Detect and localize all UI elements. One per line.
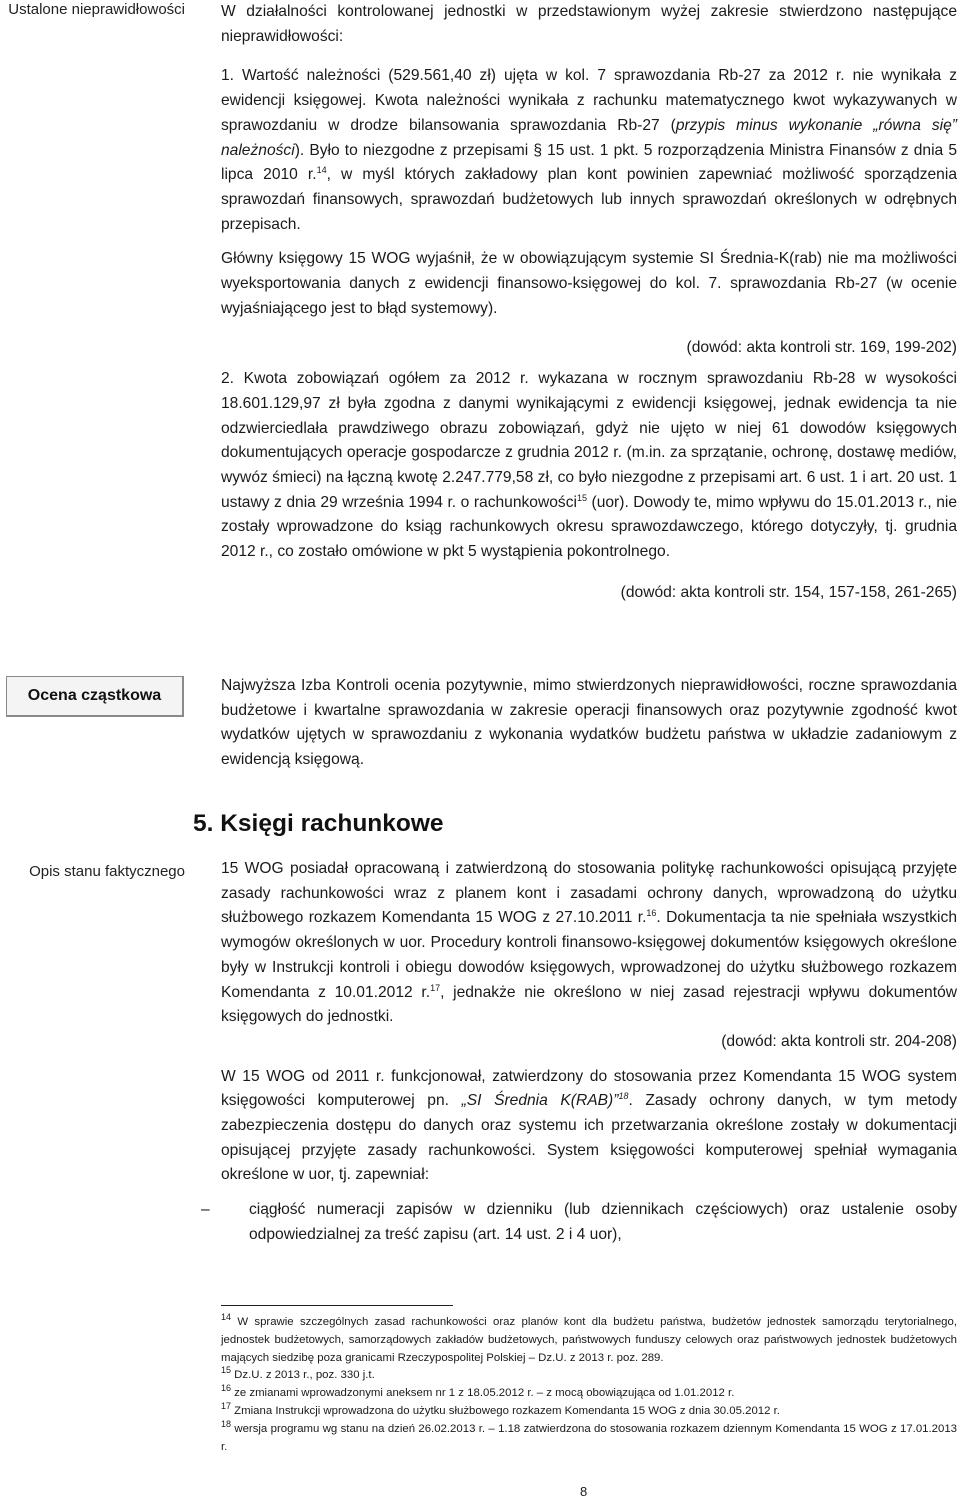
facts-paragraph-1: 15 WOG posiadał opracowaną i zatwierdzoną do stosowania politykę rachunkowości opisującą przyjęte zasady rachunkowości wraz z planem kont i zasadami ochrony danych, wprowadzoną do użytku służbowego rozkazem Komendanta 15 WOG z 27.10.2011 r.$^{16}$. Dokumentacja ta nie spełniała wszystkich wymogów określonych w uor. Procedury kontroli finansowo-księgowej dokumentów księgowych określone były w Instrukcji kontroli i obiegu dowodów księgowych, wprowadzonej do użytku służbowego rozkazem Komendanta z 10.01.2012 r.$^{17}$, jednakże nie określono w niej zasad rejestracji wpływu dokumentów księgowych do jednostki. <box>221 860 957 1026</box>
footnote-ref-18: 18 <box>618 1091 629 1102</box>
footnote-16: $^{16}$ ze zmianami wprowadzonymi aneksem nr 1 z 18.05.2012 r. – z mocą obowiązująca od 1.01.2012 r. <box>221 1383 735 1400</box>
evidence-reference-2: (dowód: akta kontroli str. 154, 157-158, 261-265) <box>620 583 957 601</box>
assessment-paragraph: Najwyższa Izba Kontroli ocenia pozytywnie, mimo stwierdzonych nieprawidłowości, roczne sprawozdania budżetowe i kwartalne sprawozdania w zakresie operacji finansowych oraz pozytywnie zgodność kwot wydatków ujętych w sprawozdaniu z wykonania wydatków budżetu państwa w układzie zadaniowym z ewidencją księgową. <box>221 677 957 769</box>
facts-paragraph-2: W 15 WOG od 2011 r. funkcjonował, zatwierdzony do stosowania przez Komendanta 15 WOG system księgowości komputerowej pn. „SI Średnia K(RAB)”$^{18}$. Zasady ochrony danych, w tym metody zabezpieczenia dostępu do danych oraz systemu ich przetwarzania określone zostały w dokumentacji opisującej przyjęte zasady rachunkowości. System księgowości komputerowej spełniał wymagania określone w uor, tj. zapewniał: <box>221 1067 957 1184</box>
page-number: 8 <box>580 1484 588 1499</box>
irregularities-block <box>221 0 957 605</box>
footnote-ref-14: 14 <box>316 165 327 176</box>
side-label-ustalone: Ustalone nieprawidłowości <box>8 1 185 18</box>
partial-assessment-block <box>221 674 957 773</box>
facts-block <box>201 857 957 1248</box>
section-title: 5. Księgi rachunkowe <box>193 810 444 837</box>
footnote-18: $^{18}$ wersja programu wg stanu na dzień 26.02.2013 r. – 1.18 zatwierdzona do stosowania rozkazem dziennym Komendanta 15 WOG z 17.01.2013 r. <box>221 1418 957 1453</box>
footnote-14: $^{14}$ W sprawie szczególnych zasad rachunkowości oraz planów kont dla budżetu państwa, budżetów jednostek samorządu terytorialnego, jednostek budżetowych, samorządowych zakładów budżetowych, państwowych funduszy celowych oraz państwowych jednostek budżetowych mających siedzibę poza granicami Rzeczypospolitej Polskiej – Dz.U. z 2013 r. poz. 289. <box>221 1312 957 1364</box>
side-label-opis: Opis stanu faktycznego <box>29 863 185 880</box>
intro-paragraph: W działalności kontrolowanej jednostki w przedstawionym wyżej zakresie stwierdzono następujące nieprawidłowości: <box>221 3 957 45</box>
dash-bullet: – <box>201 1201 210 1219</box>
side-label-ocena: Ocena cząstkowa <box>6 676 184 717</box>
system-name-italic: „SI Średnia K(RAB)”$^{18}$ <box>461 1091 629 1110</box>
footnote-separator <box>221 1305 453 1306</box>
list-item: – ciągłość numeracji zapisów w dzienniku (lub dziennikach częściowych) oraz ustalenie osoby odpowiedzialnej za treść zapisu (art. 14 ust. 2 i 4 uor), <box>221 1198 957 1247</box>
evidence-reference-3: (dowód: akta kontroli str. 204-208) <box>721 1032 957 1050</box>
evidence-reference-1: (dowód: akta kontroli str. 169, 199-202) <box>686 339 957 357</box>
item2-paragraph: 2. Kwota zobowiązań ogółem za 2012 r. wykazana w rocznym sprawozdaniu Rb-28 w wysokości 18.601.129,97 zł była zgodna z danymi wynikającymi z ewidencji księgowej, jednak ewidencja ta nie odzwierciedlała prawdziwego obrazu zobowiązań, gdyż nie ujęto w niej 61 dowodów księgowych dokumentujących operacje gospodarcze z grudnia 2012 r. (m.in. za sprzątanie, ochronę, dostawę mediów, wywóz śmieci) na łączną kwotę 2.247.779,58 zł, co było niezgodne z przepisami art. 6 ust. 1 i art. 20 ust. 1 ustawy z dnia 29 września 1994 r. o rachunkowości$^{15}$ (uor). Dowody te, mimo wpływu do 15.01.2013 r., nie zostały wprowadzone do ksiąg rachunkowych okresu sprawozdawczego, którego dotyczyły, tj. grudnia 2012 r., co zostało omówione w pkt 5 wystąpienia pokontrolnego. <box>221 370 958 561</box>
footnote-ref-17: 17 <box>430 982 441 993</box>
item1-italic: przypis minus wykonanie „równa się” należności <box>221 116 958 159</box>
item1-paragraph: 1. Wartość należności (529.561,40 zł) ujęta w kol. 7 sprawozdania Rb-27 za 2012 r. nie wynikała z ewidencji księgowej. Kwota należności wynikała z rachunku matematycznego kwot wykazywanych w sprawozdaniu w drodze bilansowania sprawozdania Rb-27 (przypis minus wykonanie „równa się” należności). Było to niezgodne z przepisami § 15 ust. 1 pkt. 5 rozporządzenia Ministra Finansów z dnia 5 lipca 2010 r.$^{14}$, w myśl których zakładowy plan kont powinien zapewniać możliwość sporządzenia sprawozdań finansowych, sprawozdań budżetowych lub innych sprawozdań określonych w odrębnych przepisach. <box>221 67 958 233</box>
footnote-ref-15: 15 <box>576 492 587 503</box>
footnotes <box>221 1314 957 1456</box>
footnote-17: $^{17}$ Zmiana Instrukcji wprowadzona do użytku służbowego rozkazem Komendanta 15 WOG z dnia 30.05.2012 r. <box>221 1401 780 1417</box>
footnote-ref-16: 16 <box>646 908 657 919</box>
footnote-15: $^{15}$ Dz.U. z 2013 r., poz. 330 j.t. <box>221 1365 375 1382</box>
item1-explanation: Główny księgowy 15 WOG wyjaśnił, że w obowiązującym systemie SI Średnia-K(rab) nie ma możliwości wyeksportowania danych z ewidencji finansowo-księgowej do kol. 7. sprawozdania Rb-27 (w ocenie wyjaśniającego jest to błąd systemowy). <box>221 250 957 317</box>
